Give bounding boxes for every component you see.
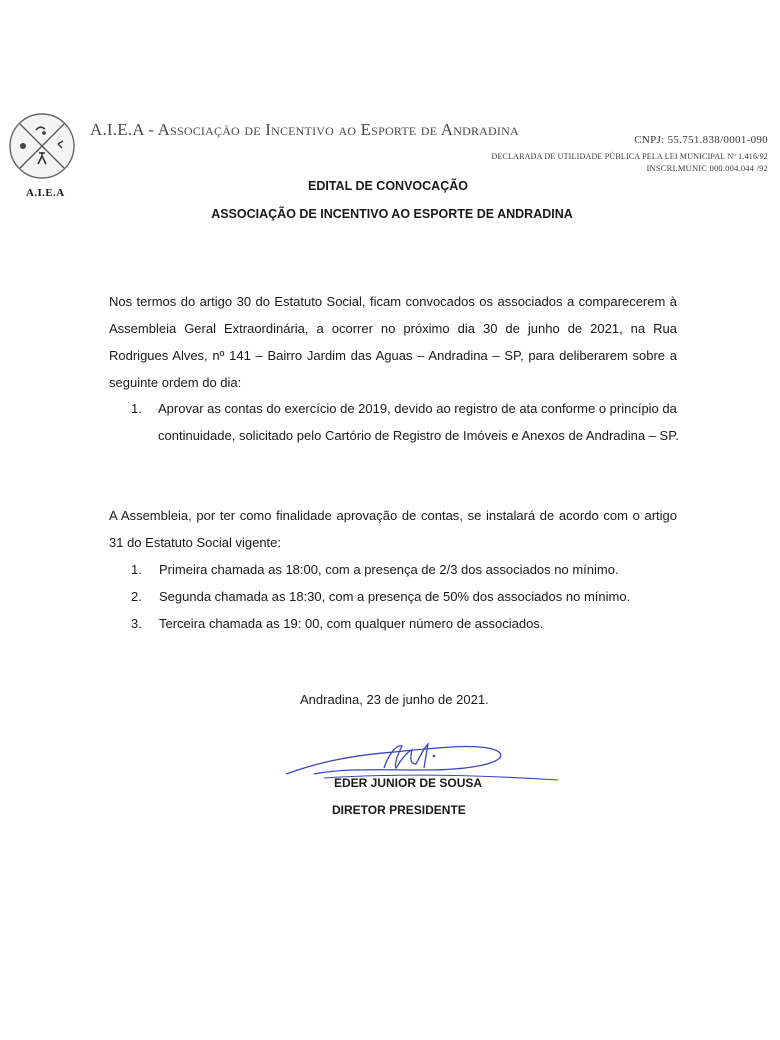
call-item [131,610,679,637]
signatory-role: DIRETOR PRESIDENTE [332,803,466,817]
municipal-registration: INSCRI.MUNIC 000.004.044 /92 [646,163,768,173]
agenda-list [131,395,679,449]
call-item-text: Terceira chamada as 19: 00, com qualquer número de associados. [159,616,544,631]
logo-caption: A.I.E.A [26,187,65,199]
agenda-item-number: 1. [131,401,142,416]
cnpj-number: CNPJ: 55.751.838/0001-090 [634,134,768,146]
association-title: ASSOCIAÇÃO DE INCENTIVO AO ESPORTE DE ANDRADINA [211,207,573,221]
organization-name: A.I.E.A - Associação de Incentivo ao Esporte de Andradina [90,120,519,139]
agenda-item [131,395,679,449]
call-item [131,583,679,610]
signatory-name: EDER JUNIOR DE SOUSA [334,776,483,790]
registration-info [491,134,768,173]
call-item [131,556,679,583]
call-item-number: 1. [131,562,142,577]
call-item-number: 3. [131,616,142,631]
convocation-paragraph: Nos termos do artigo 30 do Estatuto Social, ficam convocados os associados a comparecerem à Assembleia Geral Extraordinária, a ocorrer no próximo dia 30 de junho de 2021, na Rua Rodrigues Alves, nº 141 – Bairro Jardim das Aguas – Andradina – SP, para deliberarem sobre a seguinte ordem do dia: [109,294,677,390]
installation-paragraph: A Assembleia, por ter como finalidade aprovação de contas, se instalará de acordo com o artigo 31 do Estatuto Social vigente: [109,508,677,550]
agenda-item-text: Aprovar as contas do exercício de 2019, devido ao registro de ata conforme o princípio da continuidade, solicitado pelo Cartório de Registro de Imóveis e Anexos de Andradina – SP. [158,401,679,443]
date-line: Andradina, 23 de junho de 2021. [300,692,489,707]
call-item-text: Primeira chamada as 18:00, com a presença de 2/3 dos associados no mínimo. [159,562,619,577]
sports-emblem-icon [8,112,76,180]
call-item-text: Segunda chamada as 18:30, com a presença de 50% dos associados no mínimo. [159,589,631,604]
public-utility-declaration: DECLARADA DE UTILIDADE PÚBLICA PELA LEI MUNICIPAL Nº 1.416/92 [491,152,768,161]
signature-dot [433,755,436,758]
signature-letters [384,744,428,768]
calls-list [131,556,679,637]
call-item-number: 2. [131,589,142,604]
document-title: EDITAL DE CONVOCAÇÃO [308,179,468,193]
